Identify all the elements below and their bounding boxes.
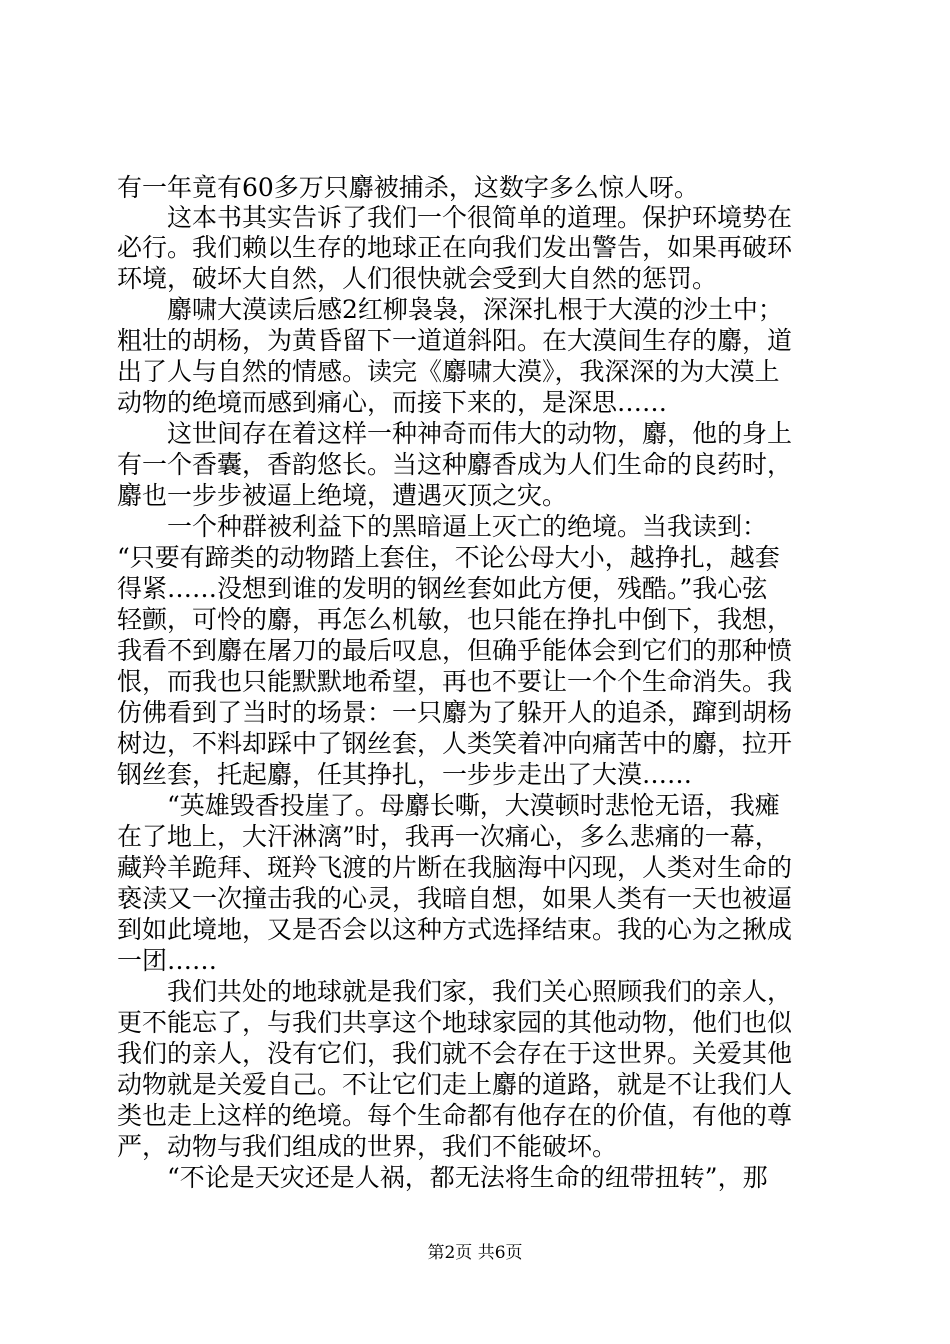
text-line: 轻颤，可怜的麝，再怎么机敏，也只能在挣扎中倒下，我想， [117, 605, 793, 634]
text-line: 有一个香囊，香韵悠长。当这种麝香成为人们生命的良药时， [117, 450, 793, 479]
text-line: 树边，不料却踩中了钢丝套，人类笑着冲向痛苦中的麝，拉开 [117, 729, 793, 758]
text-line: 动物就是关爱自己。不让它们走上麝的道路，就是不让我们人 [117, 1070, 793, 1099]
text-line: 类也走上这样的绝境。每个生命都有他存在的价值，有他的尊 [117, 1101, 793, 1130]
text-line: 这本书其实告诉了我们一个很简单的道理。保护环境势在 [117, 203, 793, 232]
text-line: 得紧……没想到谁的发明的钢丝套如此方便，残酷。”我心弦 [117, 574, 768, 603]
text-line: 严，动物与我们组成的世界，我们不能破坏。 [117, 1132, 618, 1161]
text-line: 更不能忘了，与我们共享这个地球家园的其他动物，他们也似 [117, 1008, 793, 1037]
text-line: 这世间存在着这样一种神奇而伟大的动物，麝，他的身上 [117, 419, 793, 448]
text-line: 麝啸大漠读后感2红柳袅袅，深深扎根于大漠的沙土中； [117, 295, 783, 324]
text-line: 必行。我们赖以生存的地球正在向我们发出警告，如果再破环 [117, 233, 793, 262]
text-line: 我们共处的地球就是我们家，我们关心照顾我们的亲人， [117, 977, 793, 1006]
text-line: 一个种群被利益下的黑暗逼上灭亡的绝境。当我读到： [117, 512, 768, 541]
page-footer: 第2页 共6页 [427, 1243, 523, 1263]
text-line: 环境，破坏大自然，人们很快就会受到大自然的惩罚。 [117, 264, 718, 293]
text-line: 到如此境地，又是否会以这种方式选择结束。我的心为之揪成 [117, 915, 793, 944]
text-line: 我看不到麝在屠刀的最后叹息，但确乎能体会到它们的那种愤 [117, 636, 793, 665]
text-line: 在了地上，大汗淋漓”时，我再一次痛心，多么悲痛的一幕， [117, 822, 780, 851]
text-line: 出了人与自然的情感。读完《麝啸大漠》，我深深的为大漠上 [117, 357, 780, 386]
text-line: “英雄毁香投崖了。母麝长嘶，大漠顿时悲怆无语，我瘫 [117, 791, 780, 820]
text-line: “只要有蹄类的动物踏上套住，不论公母大小，越挣扎，越套 [117, 543, 780, 572]
text-line: 麝也一步步被逼上绝境，遭遇灭顶之灾。 [117, 481, 568, 510]
text-line: 藏羚羊跪拜、斑羚飞渡的片断在我脑海中闪现，人类对生命的 [117, 853, 793, 882]
text-line: 动物的绝境而感到痛心，而接下来的，是深思…… [117, 388, 668, 417]
text-line: 仿佛看到了当时的场景：一只麝为了躲开人的追杀，蹿到胡杨 [117, 698, 793, 727]
text-line: 我们的亲人，没有它们，我们就不会存在于这世界。关爱其他 [117, 1039, 793, 1068]
text-line: 有一年竟有60多万只麝被捕杀，这数字多么惊人呀。 [117, 173, 699, 202]
text-line: 一团…… [117, 946, 218, 975]
text-line: 粗壮的胡杨，为黄昏留下一道道斜阳。在大漠间生存的麝，道 [117, 326, 793, 355]
text-line: “不论是天灾还是人祸，都无法将生命的纽带扭转”，那 [117, 1163, 768, 1192]
text-line: 恨，而我也只能默默地希望，再也不要让一个个生命消失。我 [117, 667, 793, 696]
text-line: 钢丝套，托起麝，任其挣扎，一步步走出了大漠…… [117, 760, 693, 789]
text-line: 亵渎又一次撞击我的心灵，我暗自想，如果人类有一天也被逼 [117, 884, 793, 913]
